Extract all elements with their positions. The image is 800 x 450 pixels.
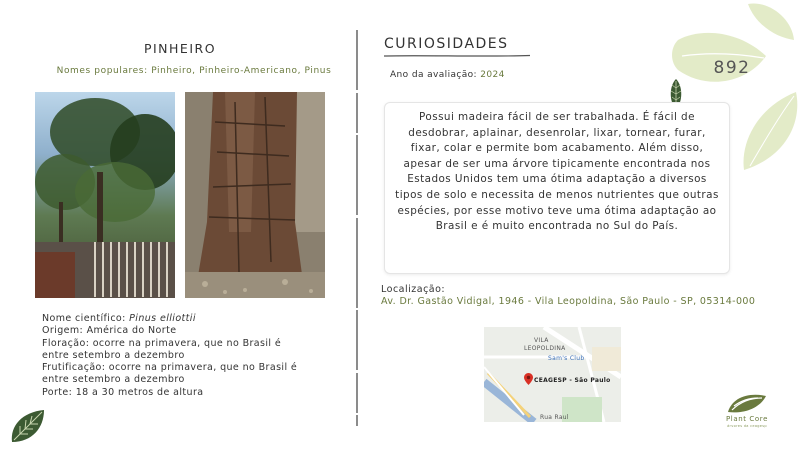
scientific-name: Nome científico: Pinus elliottii	[42, 313, 196, 324]
brand-tagline: árvores da ceagesp	[727, 424, 767, 428]
map-district-2: LEOPOLDINA	[524, 345, 566, 352]
trunk-photo	[185, 92, 325, 298]
fruiting-line-1: Frutificação: ocorre na primavera, que no Brasil é	[42, 362, 298, 374]
location-map[interactable]	[484, 327, 621, 422]
fruiting-line-2: entre setembro a dezembro	[42, 374, 185, 386]
location-label: Localização:	[381, 284, 446, 295]
plant-title: PINHEIRO	[143, 41, 217, 56]
tree-photo	[35, 92, 175, 298]
popular-names-label: Nomes populares:	[56, 66, 148, 76]
flowering-line-1: Floração: ocorre na primavera, que no Brasil é	[42, 337, 282, 349]
popular-names	[0, 66, 388, 76]
plant-details	[42, 313, 342, 399]
curiosities-text: Possui madeira fácil de ser trabalhada. É fácil de desdobrar, aplainar, desenrolar, lixar, tornear, furar, fixar, colar e permite bom acabamento. Além disso, apesar de ser uma árvore tipicamente encontrada nos Estados Unidos tem uma ótima adaptação a diversos tipos de solo e necessita de menos nutrientes que outras espécies, por esse motivo teve uma ótima adaptação ao Brasil e é muito encontrada no Sul do País.	[395, 111, 719, 233]
map-store: Sam's Club	[548, 355, 585, 362]
map-district-1: VILA	[534, 337, 549, 344]
column-divider	[356, 30, 358, 426]
card-number: 892	[713, 58, 751, 78]
title-underline	[384, 54, 530, 58]
evaluation-year-value: 2024	[480, 70, 505, 80]
map-pin-icon	[524, 370, 533, 389]
brand-name: Plant Core	[725, 415, 769, 423]
map-place: CEAGESP - São Paulo	[534, 377, 611, 384]
curiosities-box	[384, 102, 730, 274]
plant-core-logo	[726, 392, 768, 414]
evaluation-year	[390, 70, 505, 80]
curiosities-title: CURIOSIDADES	[384, 36, 509, 52]
location-address[interactable]: Av. Dr. Gastão Vidigal, 1946 - Vila Leopoldina, São Paulo - SP, 05314-000	[381, 296, 756, 307]
popular-names-value: Pinheiro, Pinheiro-Americano, Pinus	[151, 66, 332, 76]
flowering-line-2: entre setembro a dezembro	[42, 349, 185, 361]
leaf-icon	[8, 406, 48, 446]
origin: Origem: América do Norte	[42, 325, 177, 337]
evaluation-year-label: Ano da avaliação:	[390, 70, 477, 80]
size: Porte: 18 a 30 metros de altura	[42, 386, 204, 398]
map-street: Rua Raul	[540, 414, 569, 421]
